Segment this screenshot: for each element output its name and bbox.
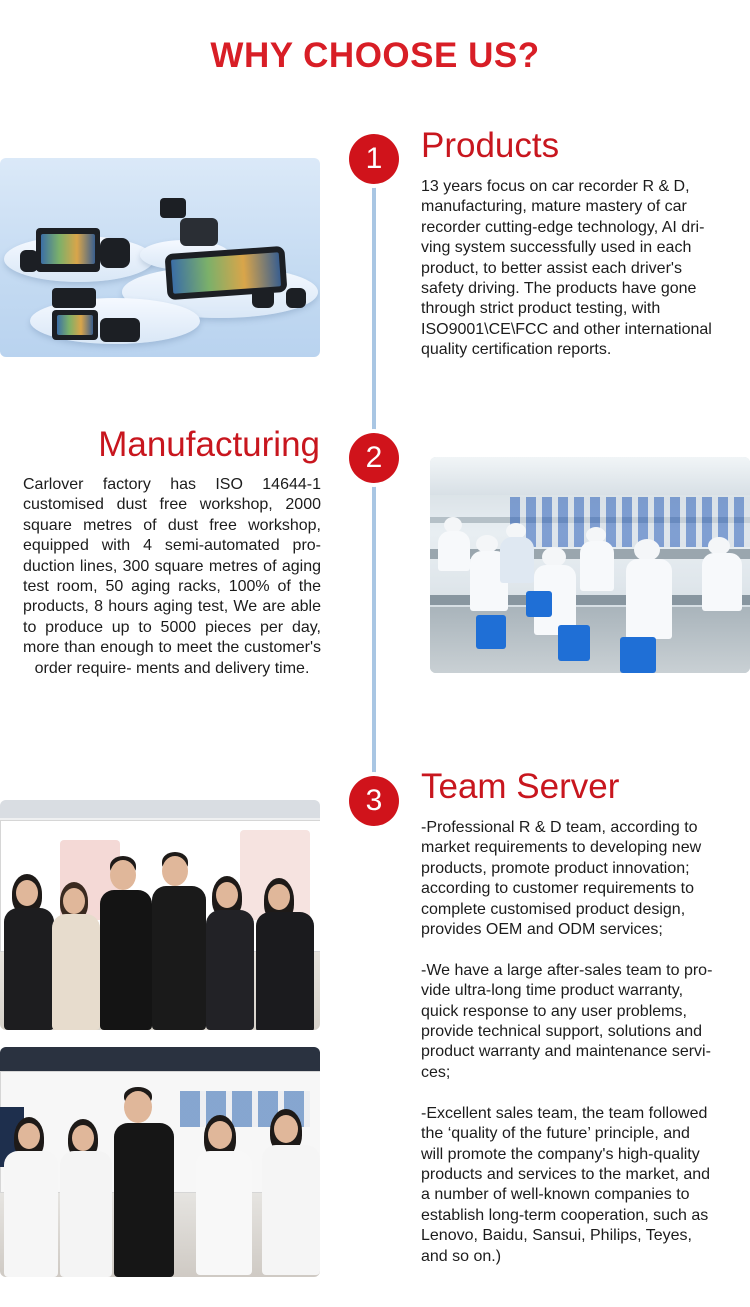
- blue-stool: [620, 637, 656, 673]
- manufacturing-description: Carlover factory has ISO 14644-1 customised dust free workshop, 2000 square metres of dust free workshop, equipped with 4 semi-automated pro- duction lines, 300 square metres of aging test room, 50 aging racks, 100% of the products, 8 hours aging test, We are able to produce up to 5000 pieces per day, more than enough to meet the customer's order require- ments and delivery time.: [23, 476, 321, 677]
- products-title: Products: [421, 126, 560, 165]
- dashcam-device: [52, 310, 98, 340]
- blue-stool: [558, 625, 590, 661]
- section-3-number-badge: 3: [349, 776, 399, 826]
- products-photo: [0, 158, 320, 357]
- dashcam-device: [36, 228, 100, 272]
- team-photo-1: [0, 800, 320, 1030]
- blue-stool: [526, 591, 552, 617]
- team-photo-2: [0, 1047, 320, 1277]
- manufacturing-title: Manufacturing: [98, 425, 320, 464]
- team-server-title: Team Server: [421, 767, 620, 806]
- mount-device: [52, 288, 96, 308]
- camera-device: [180, 218, 218, 246]
- blue-stool: [476, 615, 506, 649]
- team-server-description: -Professional R & D team, according to market requirements to developing new products, promote product innovation; according to customer requirements to complete customised product design, provides OEM and ODM services; -We have a large after-sales team to pro- vide ultra-long time product warranty, quick response to any user problems, provide technical support, solutions and product warranty and maintenance servi- ces; -Excellent sales team, the team followed the ‘quality of the future’ principle, and will promote the company's high-quality products and services to the market, and a number of well-known companies to establish long-term cooperation, such as Lenovo, Baidu, Sansui, Philips, Teyes, and so on.): [421, 819, 713, 1265]
- camera-device: [100, 238, 130, 268]
- section-1-number-badge: 1: [349, 134, 399, 184]
- camera-device: [20, 250, 38, 272]
- page-heading: WHY CHOOSE US?: [210, 36, 540, 75]
- products-description: 13 years focus on car recorder R & D, manufacturing, mature mastery of car recorder cutting-edge technology, AI dri- ving system successfully used in each product, to better assist each driver's safety driving. The products have gone through strict product testing, with ISO9001\CE\FCC and other international quality certification reports.: [421, 178, 712, 359]
- mount-device: [160, 198, 186, 218]
- factory-workshop-photo: [430, 457, 750, 673]
- rear-camera-device: [286, 288, 306, 308]
- section-2-number-badge: 2: [349, 433, 399, 483]
- rear-camera-device: [252, 288, 274, 308]
- camera-device: [100, 318, 140, 342]
